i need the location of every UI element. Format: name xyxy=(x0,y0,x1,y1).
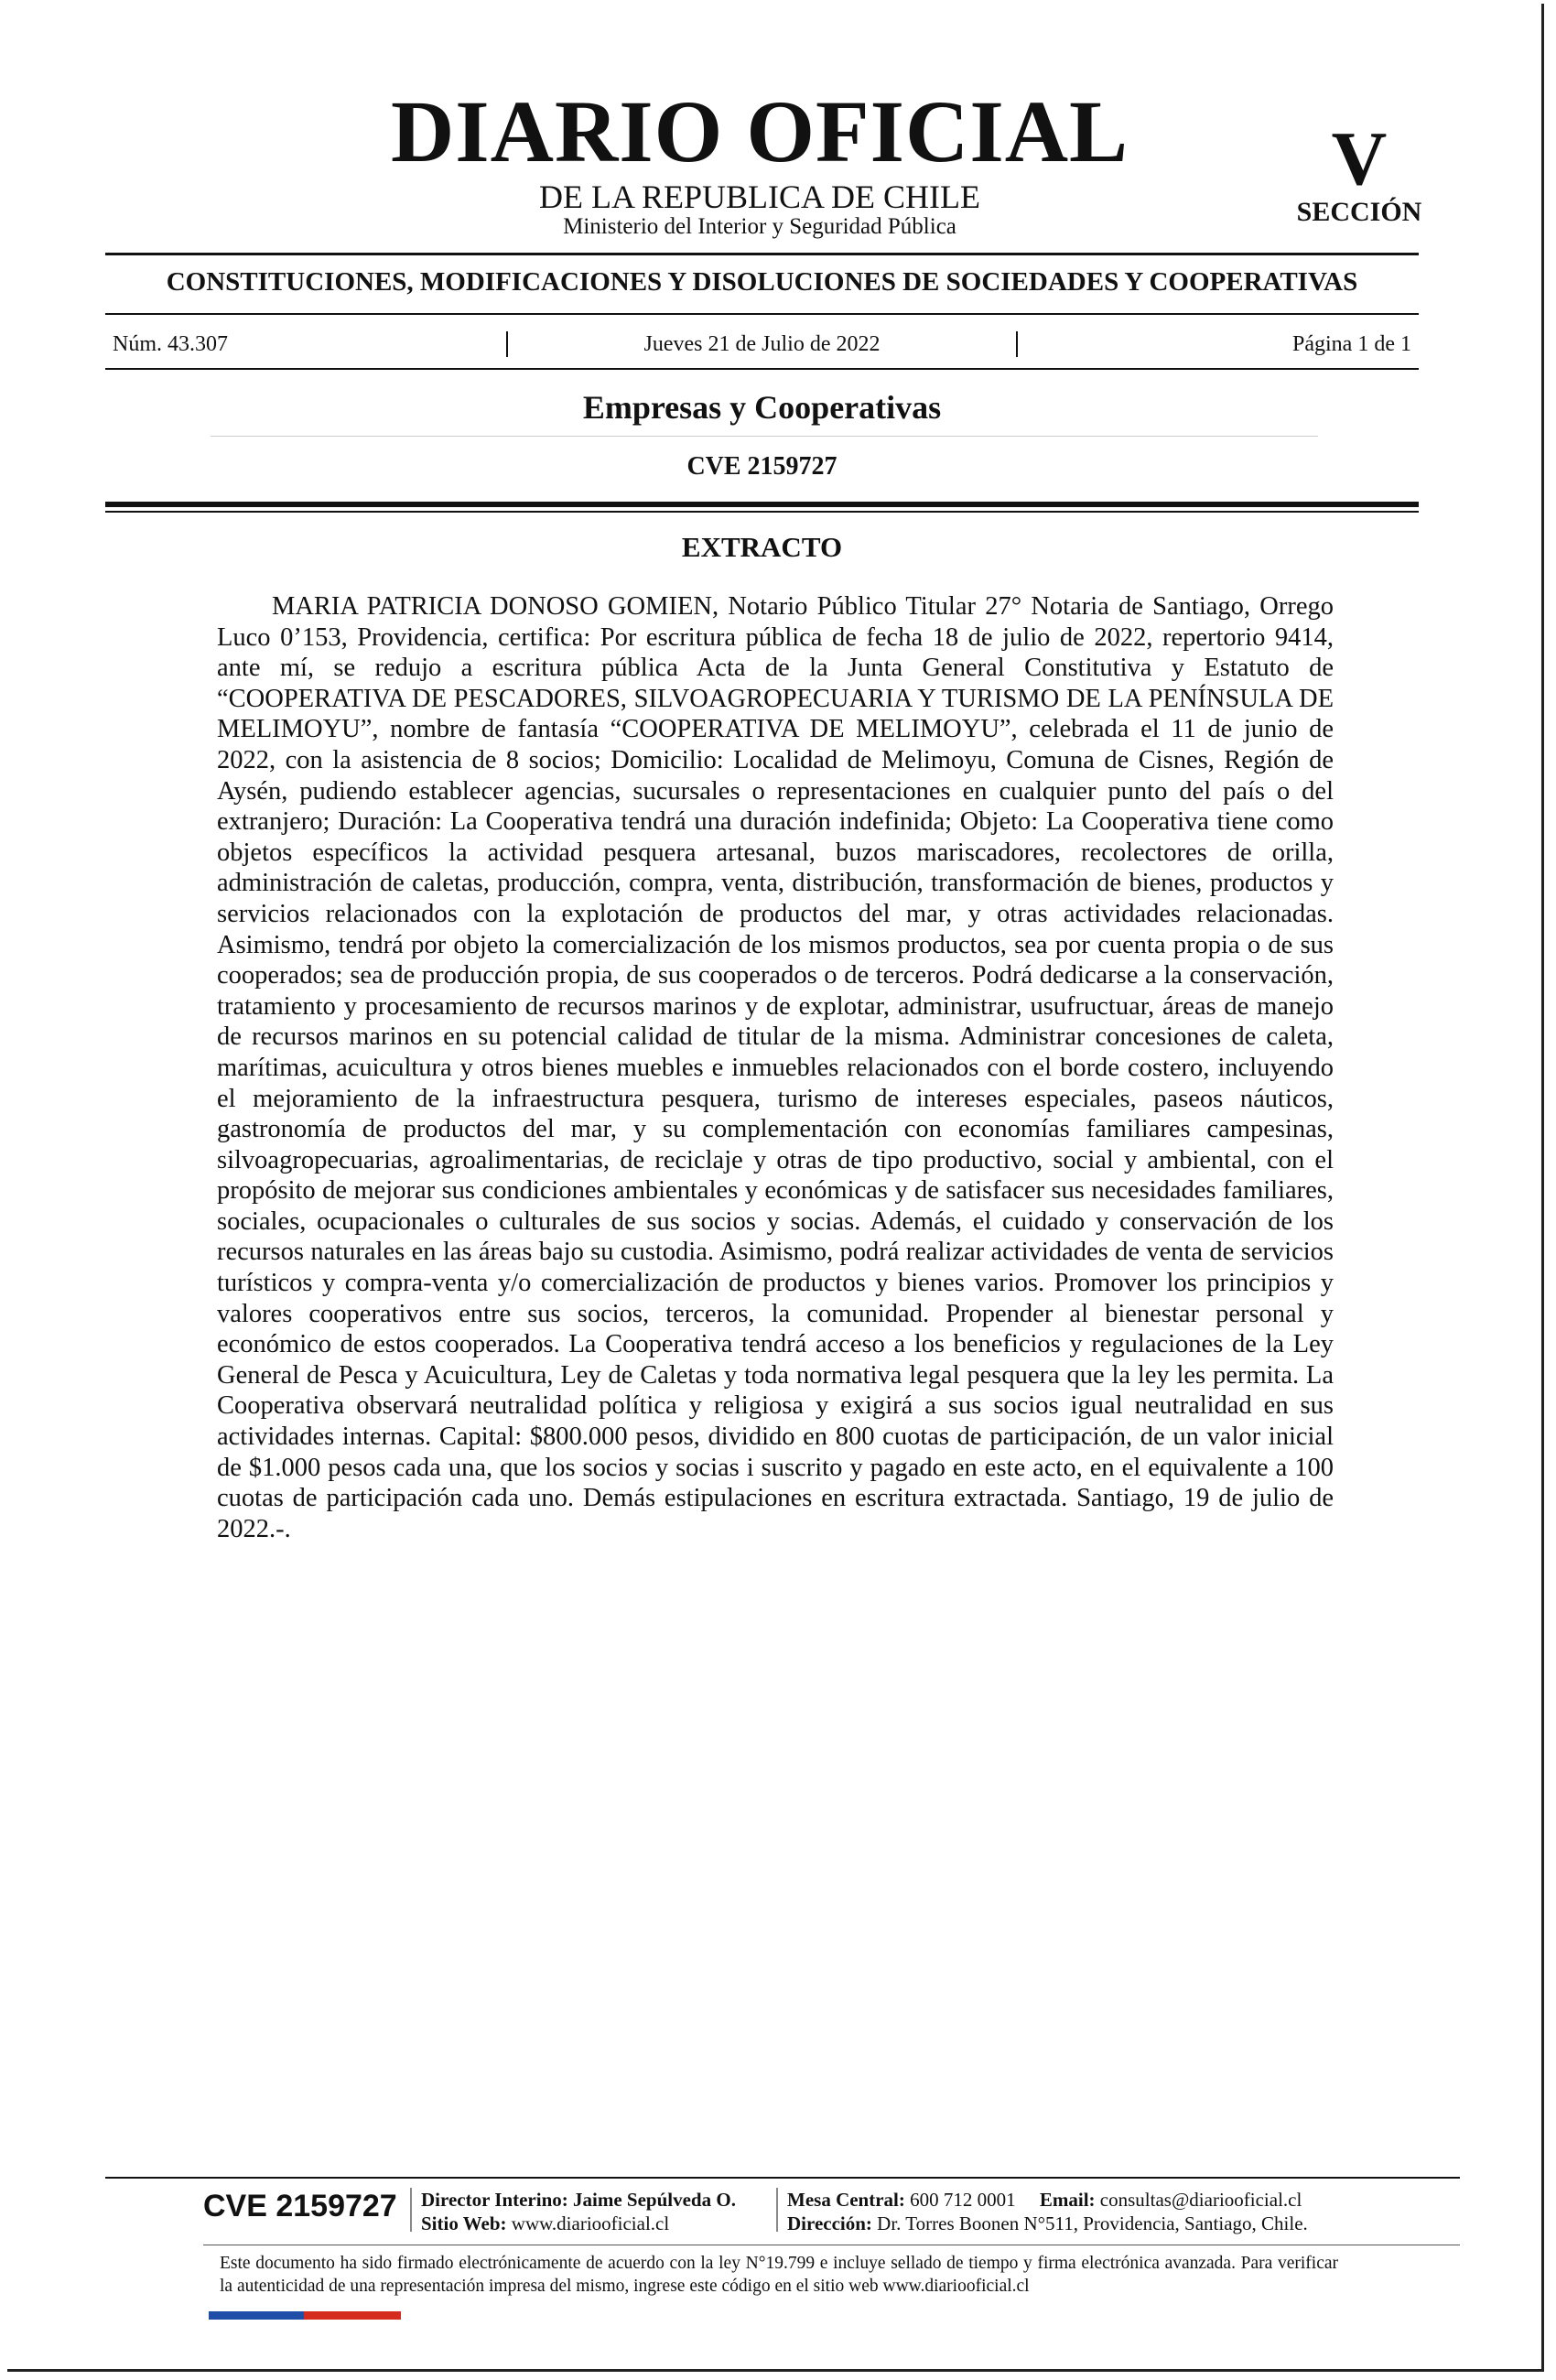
topic-rule xyxy=(105,313,1419,315)
section-letter: V xyxy=(1331,116,1388,201)
header-divider xyxy=(105,502,1419,507)
flag-stripe-blue xyxy=(209,2311,304,2320)
newspaper-title: DIARIO OFICIAL xyxy=(390,82,1129,180)
issue-number: Núm. 43.307 xyxy=(113,331,228,356)
address-label: Dirección: xyxy=(787,2212,872,2234)
footer-legal-note: Este documento ha sido firmado electrónicamente de acuerdo con la ley N°19.799 e incluye sellado de tiempo y firma electrónica avanzada. Para verificar la autenticidad de una representación impresa del mismo, ingrese este código en el sitio web www.diariooficial.cl xyxy=(220,2254,1338,2296)
section-marker xyxy=(1277,116,1442,227)
section-word: SECCIÓN xyxy=(1296,197,1422,227)
footer-separator xyxy=(776,2188,778,2232)
director-label: Director Interino: xyxy=(421,2189,568,2211)
newspaper-subtitle: DE LA REPUBLICA DE CHILE xyxy=(539,178,980,215)
issue-rule xyxy=(105,368,1419,370)
footer-separator xyxy=(410,2188,412,2232)
issue-date: Jueves 21 de Julio de 2022 xyxy=(643,331,881,356)
masthead xyxy=(348,82,1172,240)
category-title: Empresas y Cooperativas xyxy=(582,389,942,426)
director-name: Jaime Sepúlveda O. xyxy=(573,2189,736,2211)
issue-page: Página 1 de 1 xyxy=(1292,331,1411,356)
document-title: EXTRACTO xyxy=(681,531,843,563)
website-label: Sitio Web: xyxy=(421,2212,507,2234)
footer-cve-code: CVE 2159727 xyxy=(203,2189,397,2223)
cve-code: CVE 2159727 xyxy=(686,452,837,481)
website-link[interactable]: www.diariooficial.cl xyxy=(511,2212,670,2234)
ministry-line: Ministerio del Interior y Seguridad Pública xyxy=(563,214,956,239)
email-link[interactable]: consultas@diariooficial.cl xyxy=(1099,2189,1302,2211)
footer-director-block xyxy=(421,2188,736,2235)
document-body: MARIA PATRICIA DONOSO GOMIEN, Notario Público Titular 27° Notaria de Santiago, Orrego Luco 0’153, Providencia, certifica: Por escritura pública de fecha 18 de julio de 2022, repertorio 9414, ante mí, se redujo a escritura pública Acta de la Junta General Constitutiva y Estatuto de “COOPERATIVA DE PESCADORES, SILVOAGROPECUARIA Y TURISMO DE LA PENÍNSULA DE MELIMOYU”, nombre de fantasía “COOPERATIVA DE MELIMOYU”, celebrada el 11 de junio de 2022, con la asistencia de 8 socios; Domicilio: Localidad de Melimoyu, Comuna de Cisnes, Región de Aysén, pudiendo establecer agencias, sucursales o representaciones en cualquier punto del país o del extranjero; Duración: La Cooperativa tendrá una duración indefinida; Objeto: La Cooperativa tiene como objetos específicos la actividad pesquera artesanal, buzos mariscadores, recolectores de orilla, administración de caletas, producción, compra, venta, distribución, transformación de bienes, productos y servicios relacionados con la explotación de productos del mar, y otras actividades relacionadas. Asimismo, tendrá por objeto la comercialización de los mismos productos, sea por cuenta propia o de sus cooperados; sea de producción propia, de sus cooperados o de terceros. Podrá dedicarse a la conservación, tratamiento y procesamiento de recursos marinos y de explotar, administrar, usufructuar, áreas de manejo de recursos marinos en su potencial calidad de titular de la misma. Administrar concesiones de caleta, marítimas, acuicultura y otros bienes muebles e inmuebles relacionados con el borde costero, incluyendo el mejoramiento de la infraestructura pesquera, turismo de intereses especiales, paseos náuticos, gastronomía de productos del mar, y su complementación con economías familiares campesinas, silvoagropecuarias, agroalimentarias, de reciclaje y otras de tipo productivo, social y ambiental, con el propósito de mejorar sus condiciones ambientales y económicas y de satisfacer sus necesidades familiares, sociales, ocupacionales o culturales de sus socios y socias. Además, el cuidado y conservación de los recursos naturales en las áreas bajo su custodia. Asimismo, podrá realizar actividades de venta de servicios turísticos y compra-venta y/o comercialización de productos y bienes varios. Promover los principios y valores cooperativos entre sus socios, terceros, la comunidad. Propender al bienestar personal y económico de estos cooperados. La Cooperativa tendrá acceso a los beneficios y regulaciones de la Ley General de Pesca y Acuicultura, Ley de Caletas y toda normativa legal pesquera que la ley les permita. La Cooperativa observará neutralidad política y religiosa y exigirá a sus socios igual neutralidad en sus actividades internas. Capital: $800.000 pesos, dividido en 800 cuotas de participación, de un valor inicial de $1.000 pesos cada una, que los socios y socias i suscrito y pagado en este acto, en el equivalente a 100 cuotas de participación cada uno. Demás estipulaciones en escritura extractada. Santiago, 19 de julio de 2022.-. xyxy=(217,592,1334,1543)
issue-line xyxy=(105,331,1419,357)
header-divider-thin xyxy=(105,511,1419,513)
category-rule xyxy=(211,436,1318,437)
section-topic: CONSTITUCIONES, MODIFICACIONES Y DISOLUCIONES DE SOCIEDADES Y COOPERATIVAS xyxy=(166,267,1358,297)
address-value: Dr. Torres Boonen N°511, Providencia, Santiago, Chile. xyxy=(877,2212,1308,2234)
mesa-phone: 600 712 0001 xyxy=(910,2189,1016,2211)
footer-contact-block xyxy=(787,2188,1308,2235)
flag-stripe-red xyxy=(304,2311,401,2320)
masthead-rule xyxy=(105,253,1419,255)
footer-rule xyxy=(105,2177,1460,2179)
email-label: Email: xyxy=(1039,2189,1096,2211)
mesa-label: Mesa Central: xyxy=(787,2189,905,2211)
